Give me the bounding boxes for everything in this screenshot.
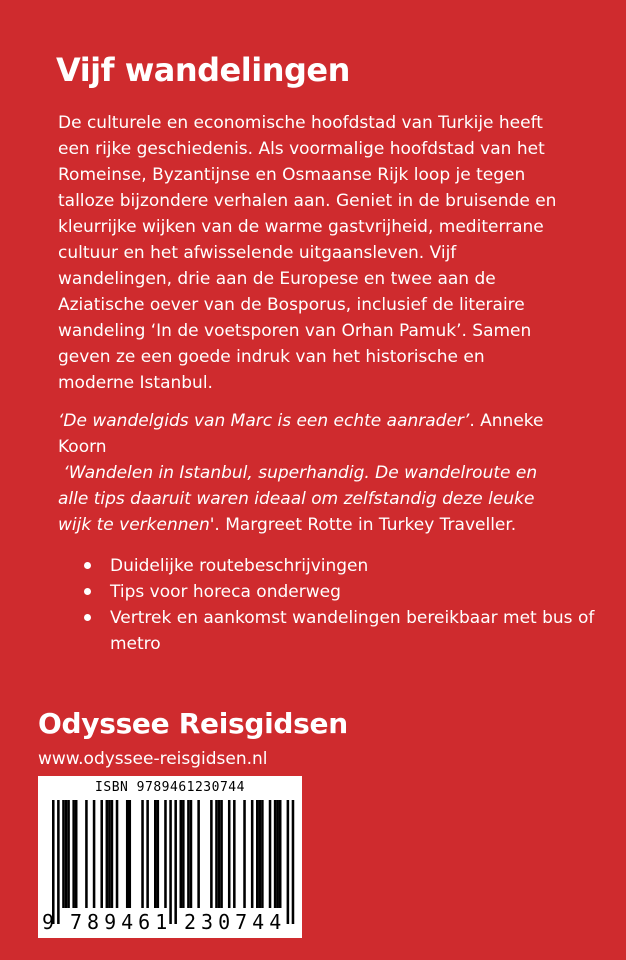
barcode-bar xyxy=(274,800,277,908)
barcode-bar xyxy=(182,800,185,908)
barcode-bar xyxy=(243,800,246,908)
barcode-bar xyxy=(67,800,70,908)
barcode-bar xyxy=(85,800,88,908)
barcode-bar xyxy=(157,800,160,908)
isbn-barcode xyxy=(38,776,302,938)
barcode-bar xyxy=(108,800,111,908)
barcode-digit-group-1: 789461 xyxy=(70,910,173,934)
barcode-bar xyxy=(276,800,279,908)
barcode-bar xyxy=(146,800,149,908)
quote-text: ‘Wandelen in Istanbul, superhandig. De wandelroute en alle tips daaruit waren ideaal om zelfstandig deze leuke wijk te verkennen' xyxy=(58,463,538,535)
barcode-bar xyxy=(256,800,259,908)
barcode-bar xyxy=(287,800,290,924)
barcode-bar xyxy=(261,800,264,908)
barcode-bar xyxy=(106,800,109,908)
barcode-bar xyxy=(180,800,183,908)
barcode-bar xyxy=(126,800,129,908)
barcode-bar xyxy=(72,800,75,908)
barcode-bar xyxy=(279,800,282,908)
barcode-bar xyxy=(259,800,262,908)
book-title: Vijf wandelingen xyxy=(56,51,350,89)
barcode-bar xyxy=(197,800,200,908)
barcode-bar xyxy=(220,800,223,908)
barcode-bar xyxy=(251,800,254,908)
barcode-bar xyxy=(228,800,231,908)
barcode-bar xyxy=(174,800,177,924)
quote-author: . Margreet Rotte in Turkey Traveller. xyxy=(214,515,517,535)
barcode-bar xyxy=(93,800,96,908)
barcode-bar xyxy=(169,800,172,924)
barcode-bar xyxy=(57,800,60,924)
barcode-bar xyxy=(100,800,103,908)
barcode-bar xyxy=(269,800,272,908)
barcode-bar xyxy=(141,800,144,908)
barcode-bar xyxy=(164,800,167,908)
isbn-label: ISBN 9789461230744 xyxy=(95,780,245,795)
barcode-bar xyxy=(218,800,221,908)
barcode-bar xyxy=(154,800,157,908)
barcode-bar xyxy=(233,800,236,908)
barcode-digit-group-2: 230744 xyxy=(184,910,287,934)
publisher-name: Odyssee Reisgidsen xyxy=(38,707,348,740)
barcode-bar xyxy=(190,800,193,908)
review-quote-2 xyxy=(58,460,558,538)
barcode-bar xyxy=(129,800,132,908)
review-quotes xyxy=(58,408,558,538)
barcode-bar xyxy=(210,800,213,908)
list-item: Vertrek en aankomst wandelingen bereikbaar met bus of metro xyxy=(110,605,610,657)
barcode-bar xyxy=(111,800,114,908)
list-item: Tips voor horeca onderweg xyxy=(110,579,610,605)
review-quote-1 xyxy=(58,408,558,460)
feature-list xyxy=(58,553,610,657)
barcode-bar xyxy=(292,800,295,924)
barcode-bar xyxy=(75,800,78,908)
barcode-bar xyxy=(187,800,190,908)
barcode-bar xyxy=(62,800,65,908)
publisher-website: www.odyssee-reisgidsen.nl xyxy=(38,749,268,769)
barcode-bar xyxy=(116,800,119,908)
quote-text: ‘De wandelgids van Marc is een echte aanrader’ xyxy=(58,411,470,431)
quote-author: . Anneke Koorn xyxy=(58,411,544,457)
list-item: Duidelijke routebeschrijvingen xyxy=(110,553,610,579)
barcode-digit-first: 9 xyxy=(42,910,55,934)
barcode-bar xyxy=(52,800,55,924)
barcode-bar xyxy=(215,800,218,908)
barcode-bar xyxy=(65,800,68,908)
book-description: De culturele en economische hoofdstad van Turkije heeft een rijke geschiedenis. Als voormalige hoofdstad van het Romeinse, Byzantijnse en Osmaanse Rijk loop je tegen talloze bijzondere verhalen aan. Geniet in de bruisende en kleurrijke wijken van de warme gastvrijheid, mediterrane cultuur en het afwisselende uitgaansleven. Vijf wandelingen, drie aan de Europese en twee aan de Aziatische oever van de Bosporus, inclusief de literaire wandeling ‘In de voetsporen van Orhan Pamuk’. Samen geven ze een goede indruk van het historische en moderne Istanbul. xyxy=(58,113,557,393)
